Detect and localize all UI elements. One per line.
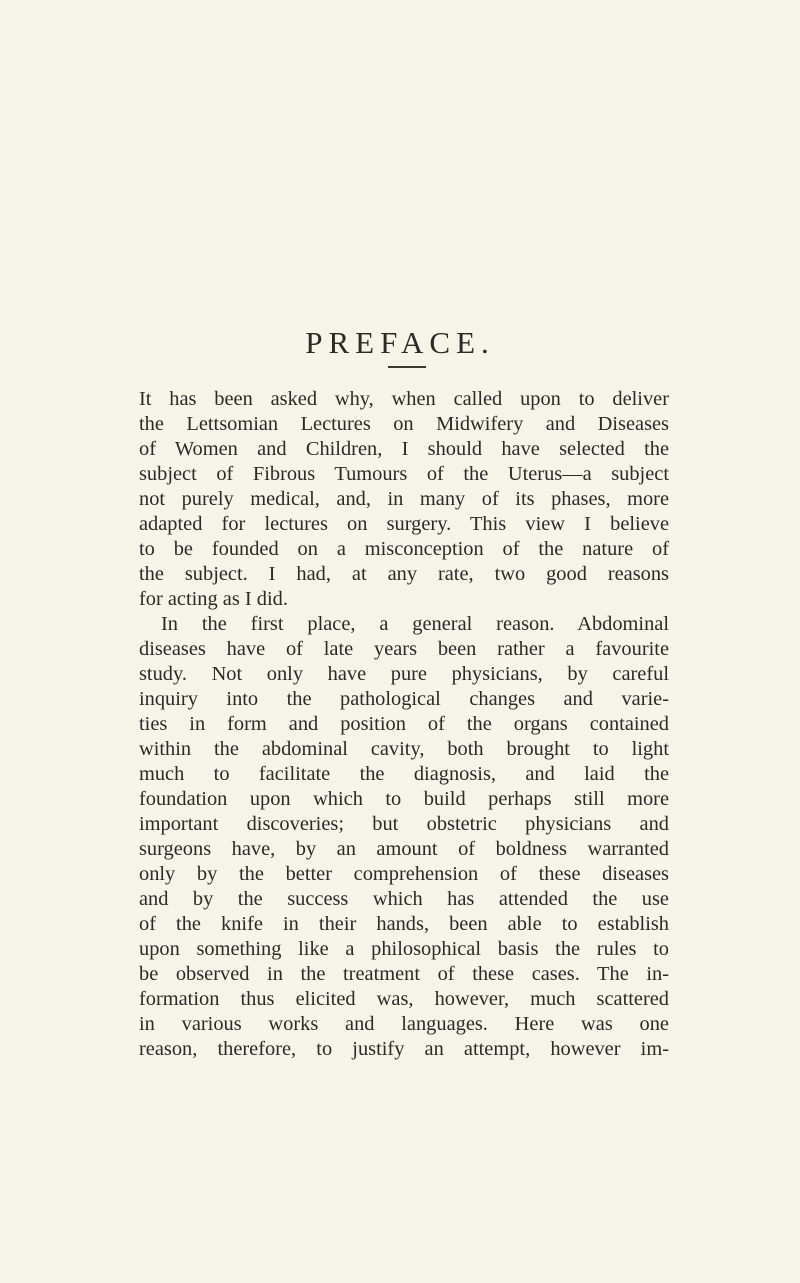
preface-body	[139, 387, 669, 1062]
text-line: study. Not only have pure physicians, by careful	[139, 663, 669, 685]
text-line: not purely medical, and, in many of its phases, more	[139, 488, 669, 510]
text-line: In the first place, a general reason. Abdominal	[161, 613, 669, 635]
text-line: inquiry into the pathological changes and varie-	[139, 688, 669, 710]
text-line: It has been asked why, when called upon to deliver	[139, 388, 669, 410]
text-line: foundation upon which to build perhaps still more	[139, 788, 669, 810]
text-line: reason, therefore, to justify an attempt, however im-	[139, 1038, 669, 1060]
text-line: and by the success which has attended the use	[139, 888, 669, 910]
text-line: the subject. I had, at any rate, two good reasons	[139, 563, 669, 585]
text-line: be observed in the treatment of these cases. The in-	[139, 963, 669, 985]
page-title: PREFACE.	[305, 324, 495, 360]
text-line: ties in form and position of the organs contained	[139, 713, 669, 735]
text-line: in various works and languages. Here was one	[139, 1013, 669, 1035]
text-line: to be founded on a misconception of the nature of	[139, 538, 669, 560]
text-line: subject of Fibrous Tumours of the Uterus—a subject	[139, 463, 669, 485]
text-line: diseases have of late years been rather a favourite	[139, 638, 669, 660]
text-line: surgeons have, by an amount of boldness warranted	[139, 838, 669, 860]
text-line: upon something like a philosophical basis the rules to	[139, 938, 669, 960]
text-line: adapted for lectures on surgery. This view I believe	[139, 513, 669, 535]
text-line: of the knife in their hands, been able to establish	[139, 913, 669, 935]
text-line: much to facilitate the diagnosis, and laid the	[139, 763, 669, 785]
text-line: formation thus elicited was, however, much scattered	[139, 988, 669, 1010]
text-line: the Lettsomian Lectures on Midwifery and Diseases	[139, 413, 669, 435]
text-line: important discoveries; but obstetric physicians and	[139, 813, 669, 835]
text-line: only by the better comprehension of these diseases	[139, 863, 669, 885]
text-line: for acting as I did.	[139, 588, 288, 610]
title-rule	[388, 366, 426, 368]
text-line: within the abdominal cavity, both brought to light	[139, 738, 669, 760]
text-line: of Women and Children, I should have selected the	[139, 438, 669, 460]
